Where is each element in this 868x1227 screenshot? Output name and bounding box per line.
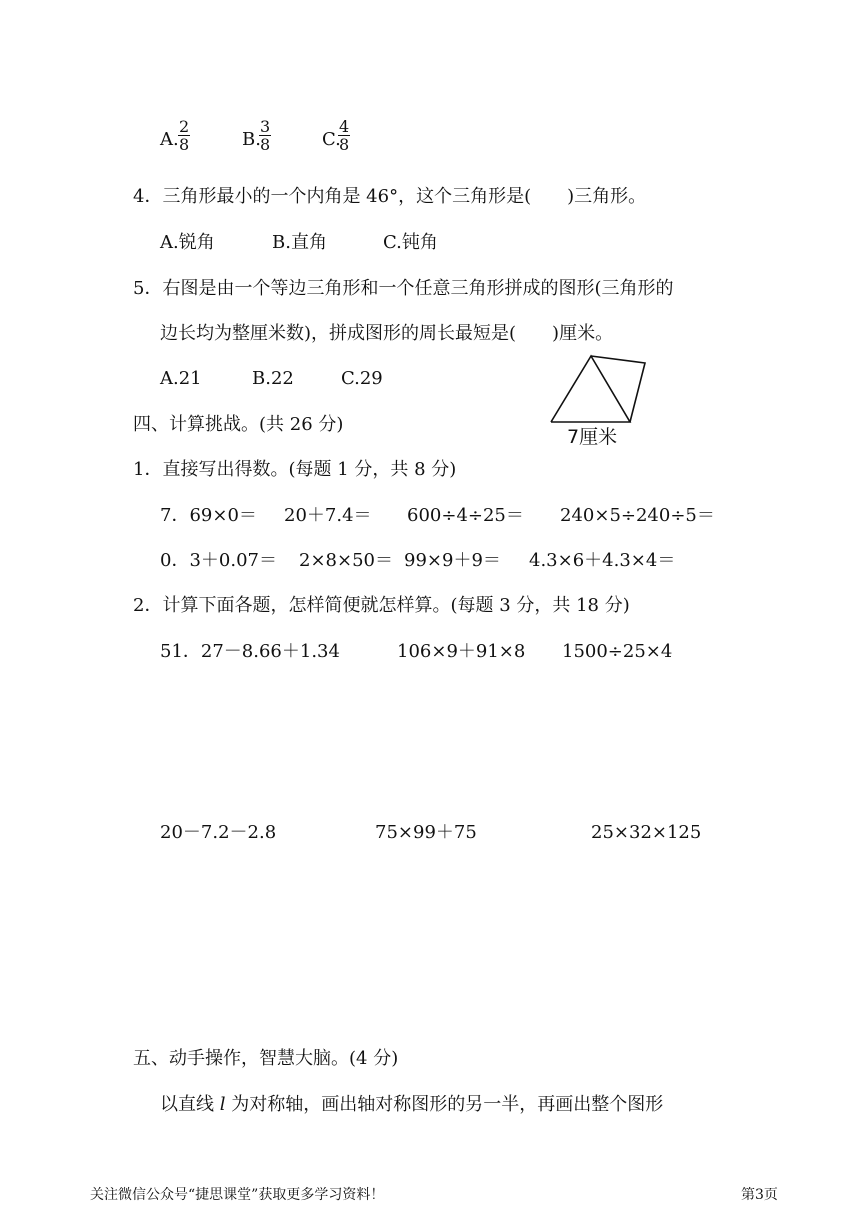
mental-calc-item: 0．3＋0.07＝ <box>160 550 277 571</box>
page-number: 第3页 <box>741 1187 778 1203</box>
q3-option-b-label: B. <box>242 129 261 150</box>
simplify-calc-item: 75×99＋75 <box>375 822 477 843</box>
mental-calc-item: 240×5÷240÷5＝ <box>560 505 715 526</box>
q4-option-c: C.钝角 <box>383 232 438 253</box>
q5-question-line2: 边长均为整厘米数)，拼成图形的周长最短是( )厘米。 <box>160 323 614 344</box>
axis-variable-l: l <box>219 1094 226 1115</box>
q3-option-c-numerator: 4 <box>339 117 350 136</box>
simplify-calc-item: 1500÷25×4 <box>562 641 673 662</box>
mental-calc-item: 2×8×50＝ <box>299 550 393 571</box>
arbitrary-triangle <box>591 356 645 422</box>
q5-option-b: B.22 <box>252 368 294 389</box>
mental-calc-item: 99×9＋9＝ <box>404 550 501 571</box>
section5-heading: 五、动手操作，智慧大脑。(4 分) <box>133 1048 399 1069</box>
q3-option-b-denominator: 8 <box>260 135 271 154</box>
q5-option-a: A.21 <box>160 368 202 389</box>
instruction-text-before: 以直线 <box>160 1094 220 1115</box>
q4-question-text: 4．三角形最小的一个内角是 46°，这个三角形是( )三角形。 <box>133 186 647 207</box>
q3-option-a-numerator: 2 <box>179 117 190 136</box>
section5-instruction <box>160 1094 663 1116</box>
section4-heading: 四、计算挑战。(共 26 分) <box>133 414 344 435</box>
q3-option-a-denominator: 8 <box>179 135 190 154</box>
section4-part2-title: 2．计算下面各题，怎样简便就怎样算。(每题 3 分，共 18 分) <box>133 595 630 616</box>
q3-option-a-label: A. <box>160 129 179 150</box>
instruction-text-after: 为对称轴，画出轴对称图形的另一半，再画出整个图形 <box>225 1094 664 1115</box>
simplify-calc-item: 25×32×125 <box>591 822 702 843</box>
q3-option-c-label: C. <box>322 129 341 150</box>
mental-calc-item: 20＋7.4＝ <box>284 505 372 526</box>
section4-part1-title: 1．直接写出得数。(每题 1 分，共 8 分) <box>133 459 457 480</box>
mental-calc-item: 7．69×0＝ <box>160 505 257 526</box>
q3-option-b-numerator: 3 <box>260 117 271 136</box>
q3-option-c-fraction <box>338 118 350 153</box>
q3-option-b-fraction <box>259 118 271 153</box>
simplify-calc-item: 51．27－8.66＋1.34 <box>160 641 340 662</box>
equilateral-triangle <box>551 356 630 422</box>
q4-option-a: A.锐角 <box>160 232 215 253</box>
mental-calc-item: 4.3×6＋4.3×4＝ <box>529 550 676 571</box>
q3-option-c-denominator: 8 <box>339 135 350 154</box>
q5-question-line1: 5．右图是由一个等边三角形和一个任意三角形拼成的图形(三角形的 <box>133 278 674 299</box>
simplify-calc-item: 20－7.2－2.8 <box>160 822 277 843</box>
mental-calc-item: 600÷4÷25＝ <box>407 505 524 526</box>
q5-triangle-figure <box>545 350 655 425</box>
q5-option-c: C.29 <box>341 368 383 389</box>
footer-promo-text: 关注微信公众号“捷思课堂”获取更多学习资料！ <box>90 1187 385 1203</box>
simplify-calc-item: 106×9＋91×8 <box>397 641 526 662</box>
q5-figure-base-label: 7厘米 <box>567 426 618 448</box>
q4-option-b: B.直角 <box>272 232 327 253</box>
q3-option-a-fraction <box>178 118 190 153</box>
